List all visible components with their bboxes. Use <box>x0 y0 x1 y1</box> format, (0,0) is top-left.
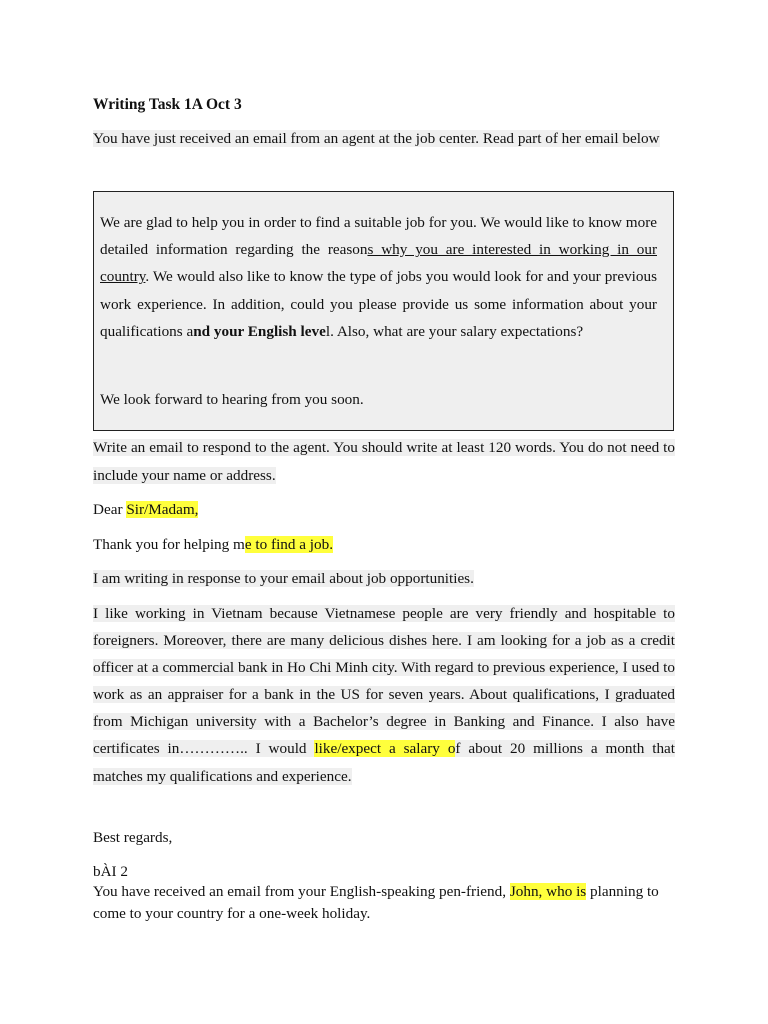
thanks-prefix: Thank you for helping m <box>93 536 245 553</box>
opening-line-text: I am writing in response to your email about job opportunities. <box>93 570 474 587</box>
email-text-3: l. Also, what are your salary expectations? <box>325 322 584 340</box>
email-underlined-text: s why you are interested in working in our country <box>100 241 657 286</box>
task-instruction <box>93 434 675 489</box>
letter-opening-line <box>93 565 675 593</box>
section-2-prompt-rest: planning to come to your country for a one-week holiday. <box>93 883 659 922</box>
agent-email-signoff: We look forward to hearing from you soon. <box>100 391 364 408</box>
section-2-prompt-text: You have received an email from your English-speaking pen-friend, <box>93 883 510 900</box>
letter-salutation <box>93 496 675 524</box>
thanks-highlight: e to find a job. <box>244 536 334 553</box>
agent-email-box <box>93 191 674 431</box>
section-2-prompt <box>93 881 675 925</box>
task-instruction-text: Write an email to respond to the agent. You should write at least 120 words. You do not need to include your name or address. <box>93 439 675 484</box>
task-intro-text: You have just received an email from an agent at the job center. Read part of her email below <box>93 130 660 147</box>
email-bold-text: nd your English leve <box>193 322 326 340</box>
agent-email-paragraph <box>100 209 657 345</box>
letter-thanks <box>93 531 675 559</box>
section-2-highlight: John, who is <box>509 883 587 900</box>
body-highlight: like/expect a salary o <box>314 740 456 758</box>
salutation-prefix: Dear <box>93 501 127 518</box>
task-intro <box>93 125 675 153</box>
email-text-2: . We would also like to know the type of jobs you would look for and your previous work experience. In addition, could you please provide us some information about your qualifications a <box>100 268 657 340</box>
salutation-highlight: Sir/Madam, <box>126 501 199 518</box>
body-text-1: I like working in Vietnam because Vietnamese people are very friendly and hospitable to foreigners. Moreover, there are many delicious dishes here. I am looking for a job as a credit officer at a commercial bank in Ho Chi Minh city. With regard to previous experience, I used to work as an appraiser for a bank in the US for seven years. About qualifications, I graduated from Michigan university with a Bachelor’s degree in Banking and Finance. I also have certificates in………….. I would <box>93 605 675 758</box>
email-text-1: We are glad to help you in order to find a suitable job for you. We would like to know more detailed information regarding the reason <box>100 214 657 259</box>
document-title: Writing Task 1A Oct 3 <box>93 96 242 113</box>
letter-closing: Best regards, <box>93 829 173 846</box>
section-2-heading: bÀI 2 <box>93 863 129 880</box>
letter-body <box>93 600 675 790</box>
body-text-2: f about 20 millions a month that matches my qualifications and experience. <box>93 740 676 785</box>
